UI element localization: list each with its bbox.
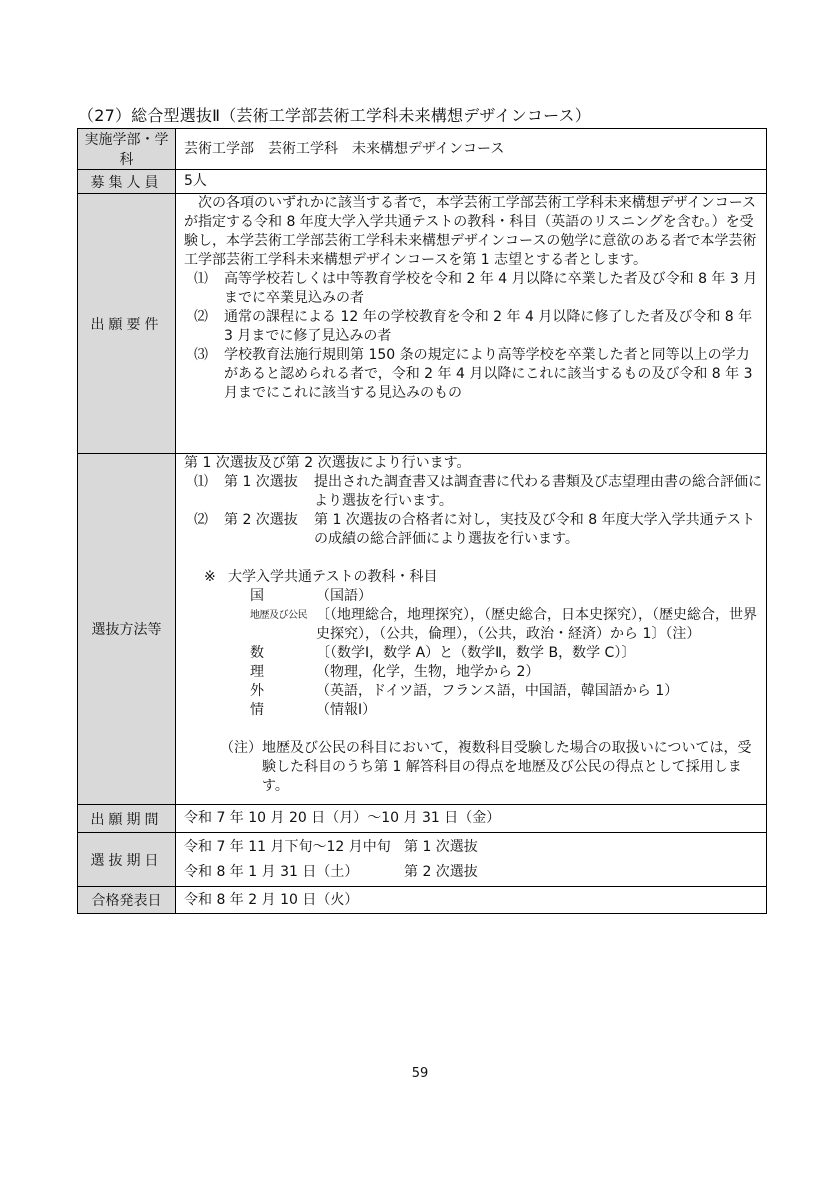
eligibility-item [184, 270, 762, 308]
selection-date-content [176, 833, 767, 887]
selection-date-label: 選抜期日 [78, 833, 176, 887]
row-announcement [78, 887, 767, 914]
subject-value: （情報Ⅰ） [316, 702, 377, 718]
application-period-label: 出願期間 [78, 805, 176, 833]
subject-row [184, 663, 762, 682]
subject-name: 地歴及び公民 [250, 610, 307, 621]
department-value: 芸術工学部 芸術工学科 未来構想デザインコース [176, 129, 767, 170]
subjects-note [184, 568, 762, 587]
page-number: 59 [411, 1066, 429, 1081]
eligibility-item [184, 308, 762, 346]
row-method [78, 454, 767, 805]
method-step [184, 511, 762, 549]
eligibility-content [176, 194, 767, 454]
eligibility-item-text: 通常の課程による 12 年の学校教育を令和 2 年 4 月以降に修了した者及び令和 8 年 3 月までに修了見込みの者 [224, 309, 753, 344]
department-label: 実施学部・学科 [78, 129, 176, 170]
method-step-text: 第 1 次選抜の合格者に対し，実技及び令和 8 年度大学入学共通テストの成績の総合評価により選抜を行います。 [314, 512, 756, 547]
subject-row [184, 606, 762, 644]
selection-date-line [184, 863, 762, 882]
section-title: （27）総合型選抜Ⅱ（芸術工学部芸術工学科未来構想デザインコース） [78, 106, 591, 125]
method-step-num: ⑵ [194, 512, 208, 528]
footnote [184, 739, 762, 796]
eligibility-item-num: ⑴ [194, 271, 208, 287]
eligibility-label: 出願要件 [78, 194, 176, 454]
announcement-label: 合格発表日 [78, 887, 176, 914]
subject-name: 国 [250, 588, 264, 604]
eligibility-item-num: ⑵ [194, 309, 208, 325]
selection-stage: 第 2 次選抜 [404, 863, 478, 880]
subject-name: 理 [250, 664, 264, 680]
subject-value: （国語） [316, 588, 372, 604]
eligibility-item-num: ⑶ [194, 347, 208, 363]
subject-row [184, 682, 762, 701]
subject-row [184, 587, 762, 606]
subject-name: 外 [250, 683, 264, 699]
eligibility-item-text: 学校教育法施行規則第 150 条の規定により高等学校を卒業した者と同等以上の学力があると認められる者で，令和 2 年 4 月以降にこれに該当するもの及び令和 8 年 3 月までにこれに該当する見込みのもの [224, 347, 753, 401]
subject-value: 〔（数学Ⅰ，数学 A）と（数学Ⅱ，数学 B，数学 C）〕 [316, 645, 636, 661]
selection-date: 令和 7 年 11 月下旬～12 月中旬 [184, 838, 391, 855]
method-step-label: 第 1 次選抜 [224, 474, 298, 490]
selection-date-line [184, 838, 762, 857]
admission-table [77, 128, 767, 914]
selection-stage: 第 1 次選抜 [404, 838, 478, 855]
note-title: 大学入学共通テストの教科・科目 [228, 569, 438, 585]
footnote-text: 地歴及び公民の科目において，複数科目受験した場合の取扱いについては，受験した科目のうち第 1 解答科目の得点を地歴及び公民の得点として採用します。 [262, 740, 752, 794]
subject-value: （物理，化学，生物，地学から 2） [316, 664, 540, 680]
method-intro: 第 1 次選抜及び第 2 次選抜により行います。 [184, 455, 471, 471]
row-selection-date [78, 833, 767, 887]
selection-date: 令和 8 年 1 月 31 日（土） [184, 863, 359, 880]
application-period-value: 令和 7 年 10 月 20 日（月）～10 月 31 日（金） [176, 805, 767, 833]
row-application-period [78, 805, 767, 833]
recruitment-label: 募集人員 [78, 170, 176, 194]
method-content [176, 454, 767, 805]
eligibility-intro: 次の各項のいずれかに該当する者で，本学芸術工学部芸術工学科未来構想デザインコースが指定する令和 8 年度大学入学共通テストの教科・科目（英語のリスニングを含む。）を受験し，本学芸術工学部芸術工学科未来構想デザインコースの勉学に意欲のある者で本学芸術工学部芸術工学科未来構想デザインコースを第 1 志望とする者とします。 [184, 195, 757, 268]
recruitment-value: 5人 [176, 170, 767, 194]
footnote-mark: （注） [220, 740, 262, 756]
subject-name: 数 [250, 645, 264, 661]
method-step-num: ⑴ [194, 474, 208, 490]
announcement-value: 令和 8 年 2 月 10 日（火） [176, 887, 767, 914]
eligibility-item [184, 346, 762, 403]
subject-value: 〔（地理総合，地理探究），（歴史総合，日本史探究），（歴史総合，世界史探究），（公共，倫理），（公共，政治・経済）から 1〕（注） [316, 607, 757, 642]
row-department [78, 129, 767, 170]
subject-row [184, 644, 762, 663]
method-step-text: 提出された調査書又は調査書に代わる書類及び志望理由書の総合評価により選抜を行います。 [314, 474, 762, 509]
row-recruitment [78, 170, 767, 194]
note-mark: ※ [204, 569, 216, 585]
eligibility-item-text: 高等学校若しくは中等教育学校を令和 2 年 4 月以降に卒業した者及び令和 8 年 3 月までに卒業見込みの者 [224, 271, 758, 306]
method-step [184, 473, 762, 511]
method-step-label: 第 2 次選抜 [224, 512, 298, 528]
subject-name: 情 [250, 702, 264, 718]
row-eligibility [78, 194, 767, 454]
subject-row [184, 701, 762, 720]
method-label: 選抜方法等 [78, 454, 176, 805]
subject-value: （英語，ドイツ語，フランス語，中国語，韓国語から 1） [316, 683, 679, 699]
